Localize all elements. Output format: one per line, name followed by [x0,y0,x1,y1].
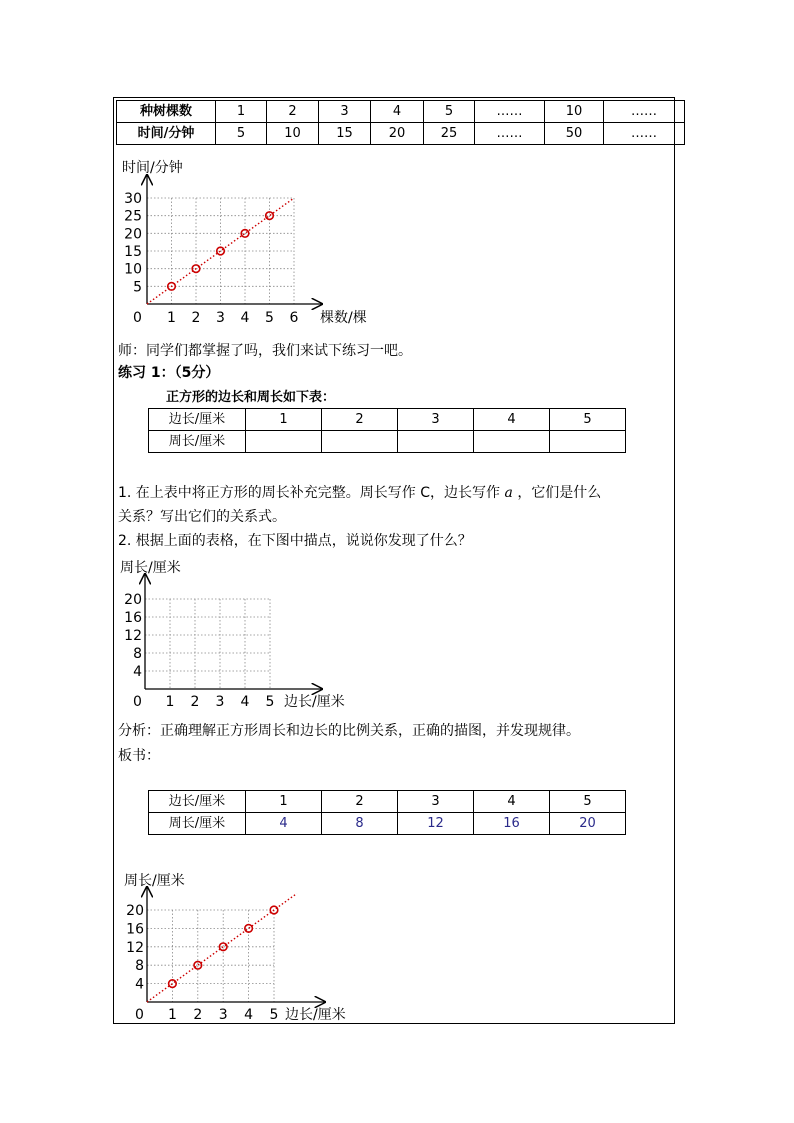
trees-time-chart [122,160,367,326]
table-cell: 3 [398,791,474,813]
perimeter-input-cell[interactable] [550,431,626,453]
x-tick-label: 3 [215,694,225,710]
table-cell: 1 [216,101,267,123]
y-tick-label: 30 [124,191,142,207]
table-row [149,813,626,835]
exercise-subtitle: 正方形的边长和周长如下表： [166,390,336,405]
y-tick-label: 20 [126,903,144,919]
y-tick-label: 5 [133,279,142,296]
table-cell: 4 [371,101,424,123]
table-cell: 3 [398,409,474,431]
question-1-text: 1. 在上表中将正方形的周长补充完整。周长写作 C，边长写作 [118,485,501,501]
table-cell: …… [475,123,545,145]
x-tick-label: 1 [165,694,175,710]
question-2: 2. 根据上面的表格，在下图中描点，说说你发现了什么？ [118,533,472,549]
origin-label: 0 [133,694,142,710]
x-axis-label: 边长/厘米 [285,1007,346,1023]
table-cell: …… [475,101,545,123]
y-tick-label: 8 [133,646,142,662]
question-1-end: ，它们是什么 [517,485,602,501]
table-cell: 5 [424,101,475,123]
x-tick-label: 5 [265,310,274,326]
y-tick-label: 12 [126,939,144,956]
table-cell: 50 [545,123,604,145]
perimeter-input-cell[interactable] [474,431,550,453]
y-axis-label: 周长/厘米 [124,873,185,889]
square-empty-table [148,408,626,453]
x-axis-label: 边长/厘米 [284,694,345,710]
table-cell: 25 [424,123,475,145]
x-tick-label: 1 [167,1007,177,1023]
y-tick-label: 10 [124,261,142,278]
question-1-line-2: 关系？写出它们的关系式。 [118,509,286,525]
x-tick-label: 5 [265,694,275,710]
origin-label: 0 [135,1007,144,1023]
empty-perimeter-chart [120,559,345,710]
table-row [149,431,626,453]
table-cell: 10 [267,123,319,145]
table-cell: 周长/厘米 [149,813,246,835]
table-cell: 1 [246,791,322,813]
table-cell: 2 [267,101,319,123]
x-tick-label: 2 [193,1007,203,1023]
table-cell: 2 [322,791,398,813]
y-tick-label: 15 [124,244,142,260]
y-tick-label: 20 [124,226,142,243]
table-cell: 20 [371,123,424,145]
table-cell: 8 [322,813,398,835]
table-cell: 20 [550,813,626,835]
exercise-title: 练习 1：（5分） [118,365,220,381]
x-axis-label: 棵数/棵 [320,310,367,326]
question-1 [118,482,601,502]
table-cell: 种树棵数 [117,101,216,123]
table-row [149,791,626,813]
perimeter-input-cell[interactable] [322,431,398,453]
origin-label: 0 [133,310,142,326]
y-tick-label: 4 [133,664,142,680]
x-tick-label: 2 [191,310,201,326]
x-tick-label: 4 [240,694,250,710]
x-tick-label: 4 [240,310,250,326]
table-cell: 10 [545,101,604,123]
table-row [149,409,626,431]
perimeter-input-cell[interactable] [246,431,322,453]
table-cell: 3 [319,101,371,123]
y-tick-label: 16 [124,610,142,626]
table-cell: 周长/厘米 [149,431,246,453]
table-cell: 5 [550,791,626,813]
table-cell: …… [604,101,685,123]
table-cell: 5 [216,123,267,145]
y-tick-label: 4 [135,976,144,993]
table-cell: 2 [322,409,398,431]
table-cell: 12 [398,813,474,835]
y-axis-label: 时间/分钟 [122,160,183,176]
perimeter-input-cell[interactable] [398,431,474,453]
table-cell: 时间/分钟 [117,123,216,145]
x-tick-label: 6 [289,310,299,326]
y-tick-label: 16 [126,921,144,938]
table-cell: 1 [246,409,322,431]
x-tick-label: 5 [269,1007,279,1023]
y-tick-label: 12 [124,628,142,644]
y-tick-label: 20 [124,592,142,608]
x-tick-label: 1 [167,310,176,326]
y-axis-label: 周长/厘米 [120,560,181,576]
table-cell: 4 [246,813,322,835]
table-cell: 15 [319,123,371,145]
teacher-line: 师：同学们都掌握了吗，我们来试下练习一吧。 [118,343,412,359]
table-cell: 5 [550,409,626,431]
x-tick-label: 2 [190,694,200,710]
analysis-text: 分析：正确理解正方形周长和边长的比例关系，正确的描图，并发现规律。 [118,723,580,739]
square-filled-table [148,790,626,835]
table-cell: 4 [474,409,550,431]
table-cell: 边长/厘米 [149,409,246,431]
x-tick-label: 3 [218,1007,228,1023]
y-tick-label: 8 [135,958,144,975]
perimeter-chart [124,872,346,1023]
variable-a: a [504,485,513,501]
x-tick-label: 4 [244,1007,254,1023]
table-cell: …… [604,123,685,145]
x-tick-label: 3 [216,310,225,326]
table-cell: 边长/厘米 [149,791,246,813]
table-cell: 16 [474,813,550,835]
table-cell: 4 [474,791,550,813]
y-tick-label: 25 [124,208,142,225]
board-label: 板书： [118,748,160,764]
